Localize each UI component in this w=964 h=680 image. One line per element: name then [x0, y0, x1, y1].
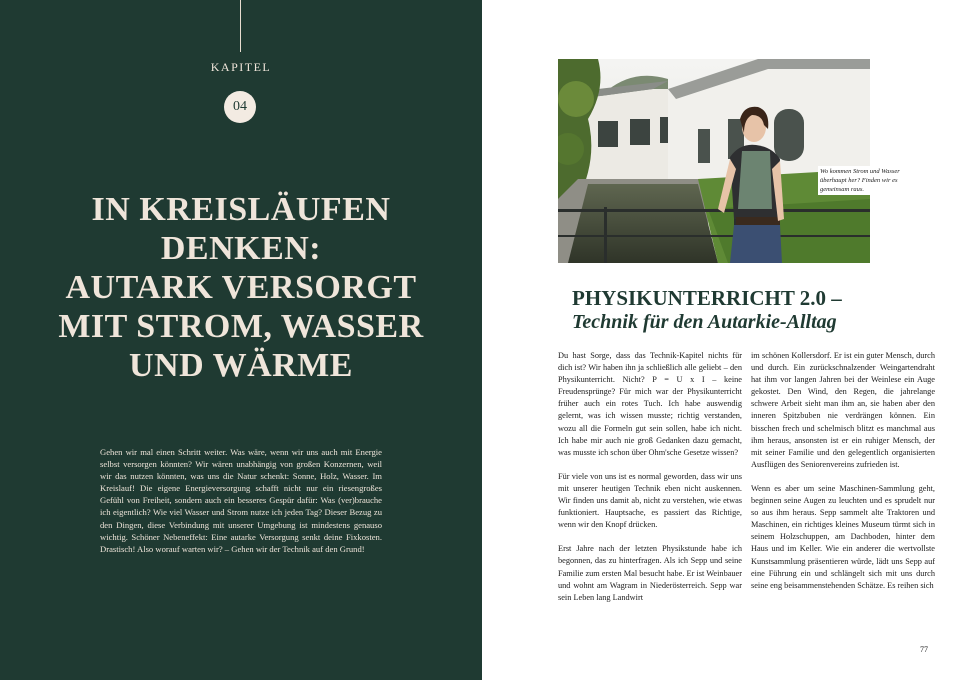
chapter-label: KAPITEL	[210, 60, 272, 74]
chapter-title-line: AUTARK VERSORGT	[65, 269, 417, 306]
page-number: 77	[920, 645, 928, 654]
text-column-right	[751, 350, 935, 604]
chapter-title-line: DENKEN:	[160, 230, 322, 267]
chapter-number: 04	[233, 99, 247, 114]
chapter-intro: Gehen wir mal einen Schritt weiter. Was wäre, wenn wir uns auch mit Energie selbst versorgen könnten? Wir wären unabhängig von großen Konzernen, weil wir das nutzen könnten, was uns die Natur schenkt: Sonne, Holz, Wasser. Im Kreislauf! Die eigene Energieversorgung schafft nicht nur ein riesengroßes Gefühl von Freiheit, sondern auch ein besseres Gespür dafür: Was (ver)brauche ich eigentlich? Wie viel Wasser und Strom nutze ich jeden Tag? Dieser Bezug zu den Dingen, diese Verbindung mit unserer Umgebung ist mindestens genauso wichtig. Schöner Nebeneffekt: Eine autarke Versorgung senkt deine Fixkosten. Drastisch! Also worauf warten wir? – Gehen wir der Technik auf den Grund!	[100, 447, 382, 554]
paragraph: im schönen Kollersdorf. Er ist ein guter Mensch, durch und durch. Ein zurückschnalzender Weingartendraht hat ihm vor langen Jahren bei der Weinlese ein Auge gekostet. Den Wind, den Regen, die jahrelange schwere Arbeit sieht man ihm an, sie haben aber den inneren Spitzbuben nie verdrängen können. Ein bisschen frech und schelmisch blitzt es manchmal aus ihm heraus, ansonsten ist er ein ruhiger Mensch, der mit seiner Familie und den gelegentlich organisierten Ausflügen des Seniorenvereins zufrieden ist.	[751, 351, 935, 469]
chapter-number-badge	[224, 91, 256, 123]
paragraph: Für viele von uns ist es normal geworden, dass wir uns mit unserer heutigen Technik eben nicht auskennen. Wir finden uns damit ab, nicht zu verstehen, wie etwas funktioniert. Hauptsache, es passiert das Richtige, wenn wir den Knopf drücken.	[558, 471, 742, 530]
photo-caption: Wo kommen Strom und Wasser überhaupt her? Finden wir es gemeinsam raus.	[818, 166, 926, 195]
article-subheading: Technik für den Autarkie-Alltag	[572, 311, 837, 333]
decorative-line	[240, 0, 241, 52]
paragraph: Wenn es aber um seine Maschinen-Sammlung geht, beginnen seine Augen zu leuchten und es sprudelt nur so aus ihm heraus. Sepp sammelt alte Traktoren und Maschinen, ein richtiges kleines Museum türmt sich in seinem Holzschuppen, am Dachboden, hinter dem Haus und im Keller. Wie ein anderer die wertvollste Kunstsammlung präsentieren würde, lädt uns Sepp auf eine Führung ein und schlängelt sich mit uns durch seine eng beisammenstehenden Schätze. Es reihen sich	[751, 483, 935, 590]
paragraph: Erst Jahre nach der letzten Physikstunde habe ich begonnen, das zu hinterfragen. Als ich Sepp und seine Familie zum ersten Mal besucht habe. Er ist Weinbauer und wohnt am Wagram in Niederösterreich. Sepp war sein Leben lang Landwirt	[558, 544, 742, 602]
chapter-title-line: IN KREISLÄUFEN	[91, 191, 391, 228]
chapter-title	[30, 190, 452, 385]
article-heading: PHYSIKUNTERRICHT 2.0 –	[572, 286, 842, 310]
chapter-title-line: UND WÄRME	[129, 347, 353, 384]
paragraph: Du hast Sorge, dass das Technik-Kapitel nichts für dich ist? Wir haben ihn ja schließlich alle geliebt – den Physikunterricht. Nicht? P = U x I – keine Freudensprünge? Für mich war der Physikunterricht früher auch ein rotes Tuch. Ich habe auswendig gelernt, was ich wissen musste; richtig verstanden, wozu all die Formeln gut sein sollen, habe ich nicht. Ich habe mir auch nie groß Gedanken dazu gemacht, was musste ich schon über Ohm'sche Gesetze wissen?	[558, 351, 742, 457]
article-photo	[558, 59, 870, 263]
chapter-title-line: MIT STROM, WASSER	[58, 308, 424, 345]
text-column-left	[558, 350, 742, 616]
